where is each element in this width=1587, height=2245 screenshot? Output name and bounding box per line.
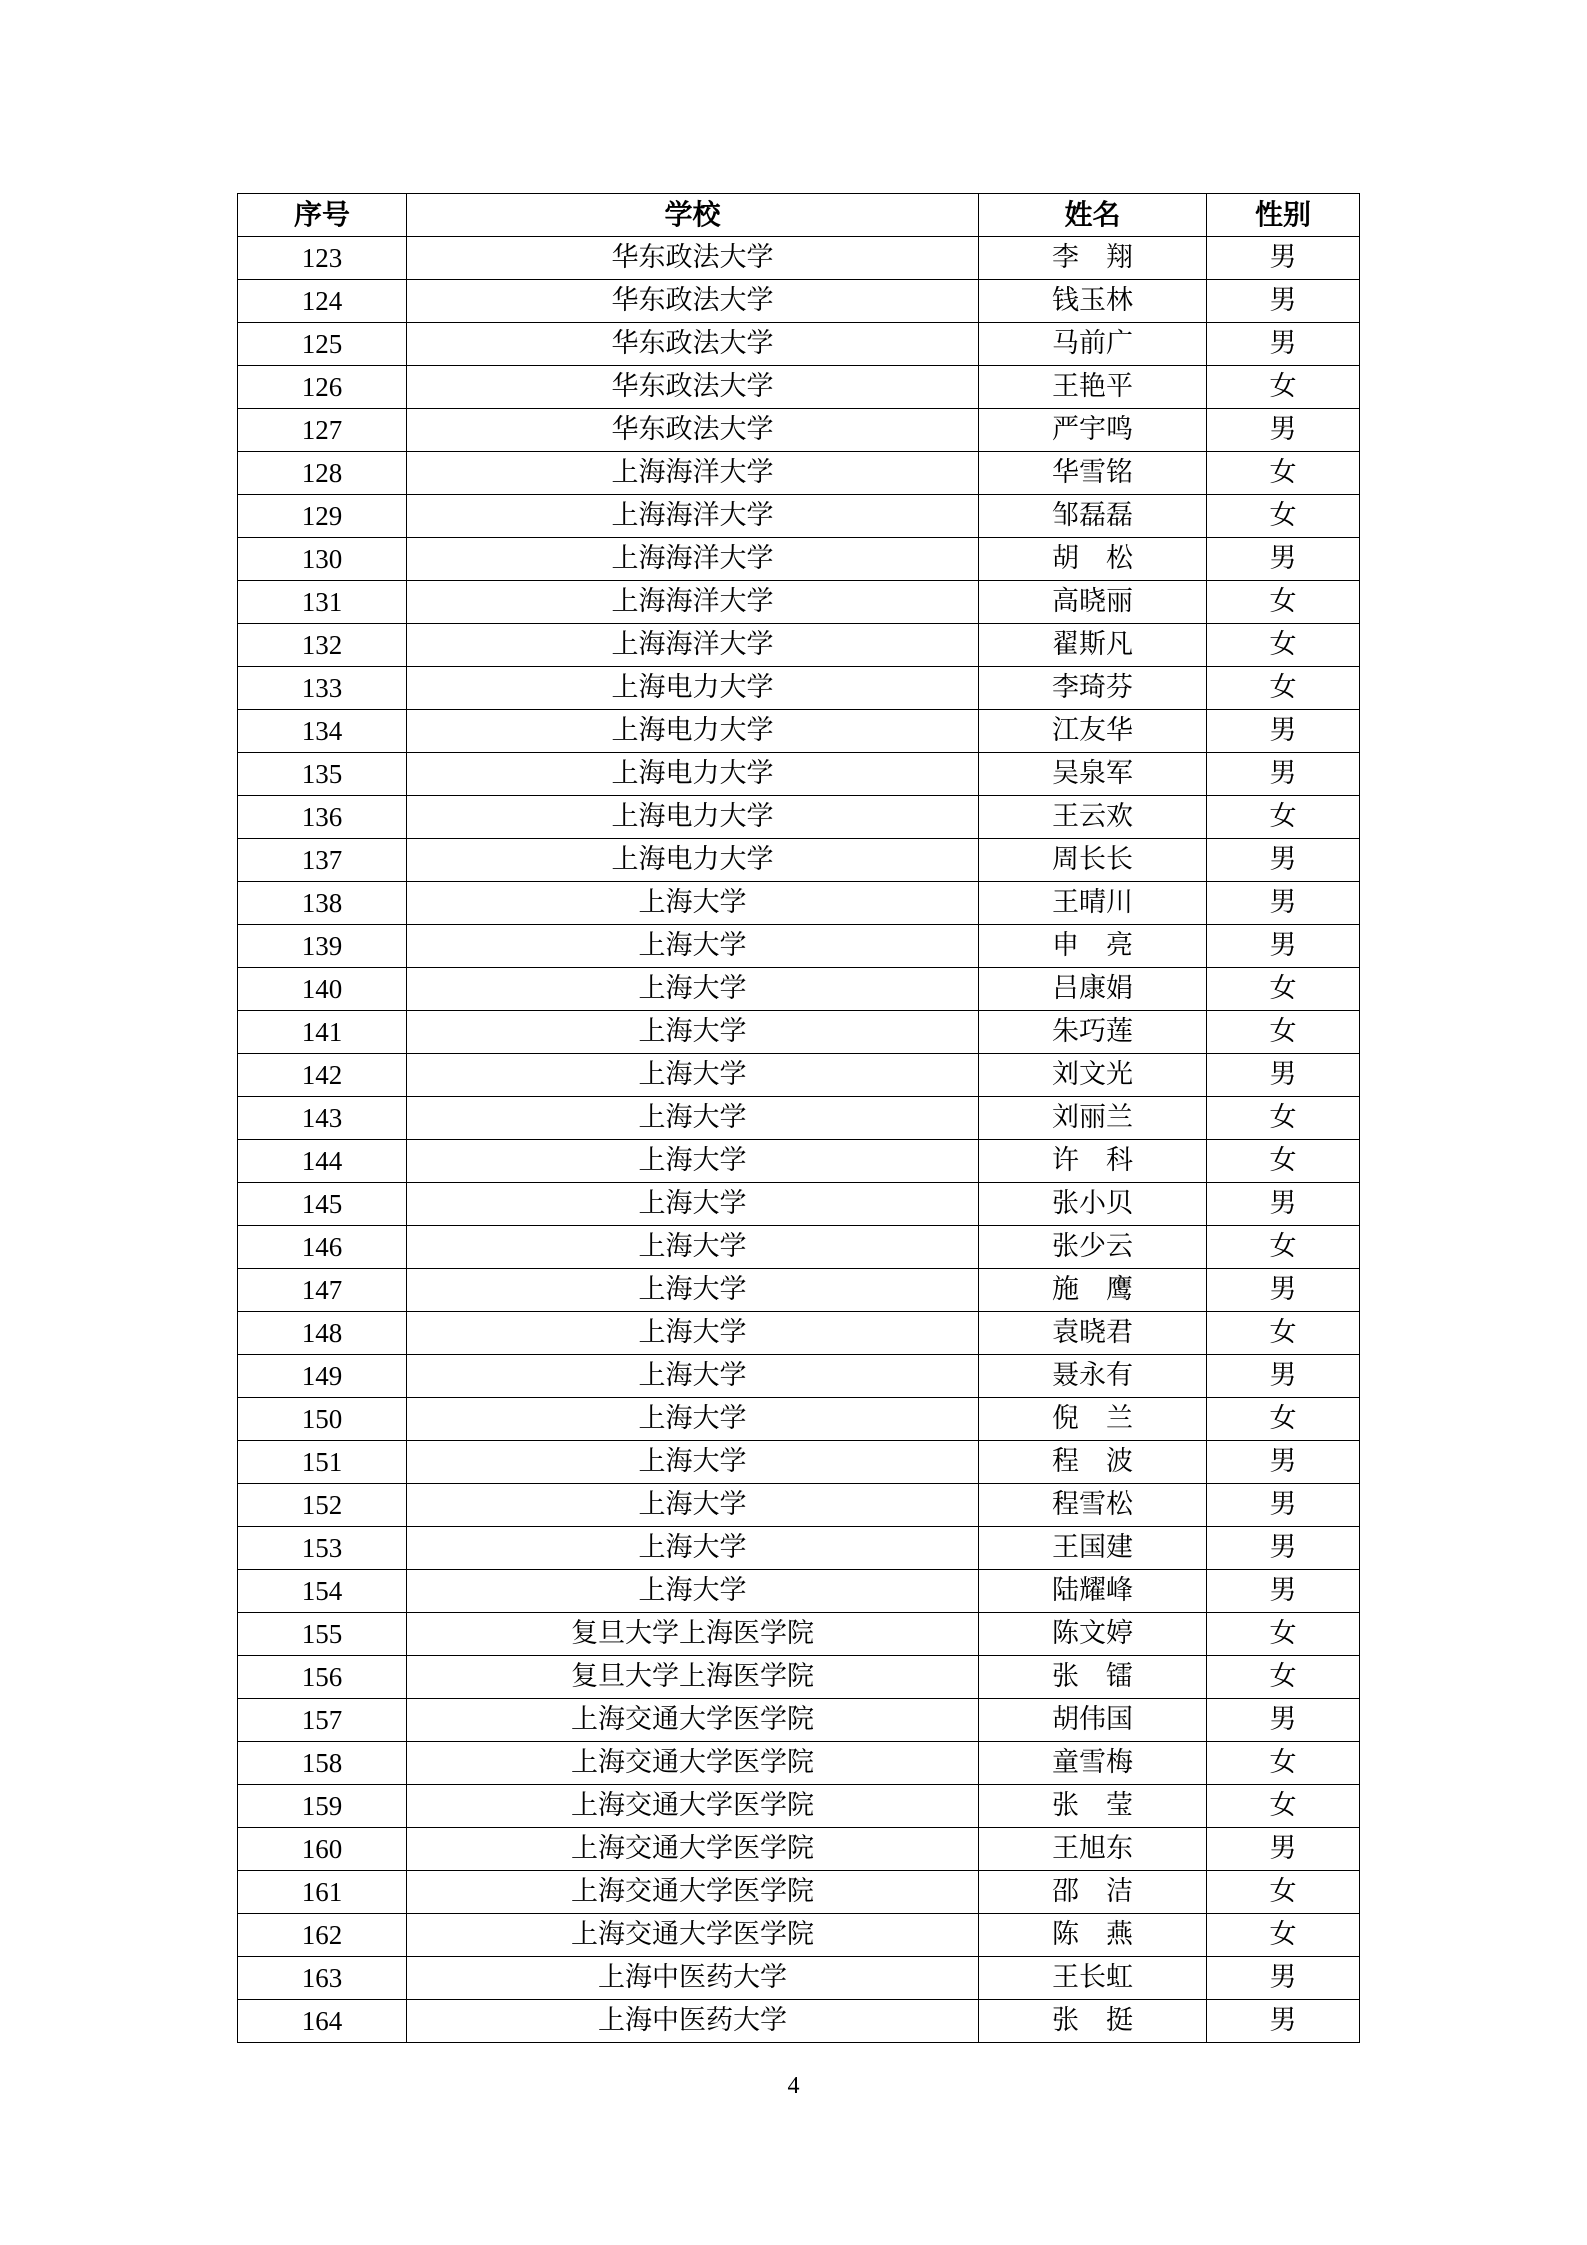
cell-school: 上海大学	[407, 882, 979, 925]
cell-seq: 152	[238, 1484, 407, 1527]
table-row	[238, 1570, 1360, 1613]
cell-gender: 女	[1207, 1914, 1360, 1957]
cell-seq: 125	[238, 323, 407, 366]
cell-seq: 138	[238, 882, 407, 925]
cell-gender: 男	[1207, 839, 1360, 882]
cell-name: 高晓丽	[979, 581, 1207, 624]
table-row	[238, 1097, 1360, 1140]
table-row	[238, 495, 1360, 538]
cell-seq: 140	[238, 968, 407, 1011]
cell-school: 上海电力大学	[407, 753, 979, 796]
cell-seq: 146	[238, 1226, 407, 1269]
cell-name: 江友华	[979, 710, 1207, 753]
cell-seq: 151	[238, 1441, 407, 1484]
cell-seq: 123	[238, 237, 407, 280]
cell-school: 上海大学	[407, 1269, 979, 1312]
cell-name: 陆耀峰	[979, 1570, 1207, 1613]
table-row	[238, 1011, 1360, 1054]
cell-seq: 163	[238, 1957, 407, 2000]
cell-seq: 136	[238, 796, 407, 839]
table-row	[238, 280, 1360, 323]
table-row	[238, 1527, 1360, 1570]
cell-name: 严宇鸣	[979, 409, 1207, 452]
table-row	[238, 1699, 1360, 1742]
table-row	[238, 1226, 1360, 1269]
cell-seq: 130	[238, 538, 407, 581]
cell-gender: 女	[1207, 495, 1360, 538]
cell-gender: 女	[1207, 968, 1360, 1011]
cell-school: 复旦大学上海医学院	[407, 1656, 979, 1699]
cell-name: 王艳平	[979, 366, 1207, 409]
cell-school: 华东政法大学	[407, 237, 979, 280]
cell-school: 上海大学	[407, 1097, 979, 1140]
cell-seq: 155	[238, 1613, 407, 1656]
cell-seq: 150	[238, 1398, 407, 1441]
table-row	[238, 1914, 1360, 1957]
cell-gender: 女	[1207, 452, 1360, 495]
table-row	[238, 1656, 1360, 1699]
cell-school: 上海交通大学医学院	[407, 1914, 979, 1957]
cell-name: 程 波	[979, 1441, 1207, 1484]
cell-name: 张 镭	[979, 1656, 1207, 1699]
cell-name: 程雪松	[979, 1484, 1207, 1527]
cell-name: 童雪梅	[979, 1742, 1207, 1785]
cell-school: 华东政法大学	[407, 323, 979, 366]
cell-seq: 124	[238, 280, 407, 323]
table-body	[238, 237, 1360, 2043]
table-row	[238, 366, 1360, 409]
cell-school: 华东政法大学	[407, 280, 979, 323]
cell-gender: 男	[1207, 1957, 1360, 2000]
cell-name: 聂永有	[979, 1355, 1207, 1398]
cell-name: 翟斯凡	[979, 624, 1207, 667]
cell-seq: 132	[238, 624, 407, 667]
cell-school: 上海大学	[407, 1226, 979, 1269]
cell-school: 上海大学	[407, 1183, 979, 1226]
cell-gender: 女	[1207, 366, 1360, 409]
table-row	[238, 538, 1360, 581]
cell-seq: 161	[238, 1871, 407, 1914]
cell-gender: 男	[1207, 1484, 1360, 1527]
table-row	[238, 1484, 1360, 1527]
cell-seq: 134	[238, 710, 407, 753]
cell-gender: 男	[1207, 1054, 1360, 1097]
cell-school: 上海电力大学	[407, 839, 979, 882]
cell-seq: 154	[238, 1570, 407, 1613]
cell-gender: 女	[1207, 1398, 1360, 1441]
cell-gender: 女	[1207, 1312, 1360, 1355]
header-school: 学校	[407, 194, 979, 237]
cell-gender: 女	[1207, 1226, 1360, 1269]
cell-seq: 141	[238, 1011, 407, 1054]
cell-name: 张 挺	[979, 2000, 1207, 2043]
cell-gender: 女	[1207, 624, 1360, 667]
table-row	[238, 237, 1360, 280]
cell-seq: 162	[238, 1914, 407, 1957]
cell-gender: 女	[1207, 1140, 1360, 1183]
cell-school: 上海中医药大学	[407, 1957, 979, 2000]
cell-gender: 女	[1207, 1097, 1360, 1140]
cell-seq: 137	[238, 839, 407, 882]
cell-name: 许 科	[979, 1140, 1207, 1183]
cell-school: 上海大学	[407, 968, 979, 1011]
table-row	[238, 925, 1360, 968]
cell-seq: 164	[238, 2000, 407, 2043]
cell-seq: 142	[238, 1054, 407, 1097]
cell-gender: 女	[1207, 1871, 1360, 1914]
cell-name: 倪 兰	[979, 1398, 1207, 1441]
cell-name: 陈文婷	[979, 1613, 1207, 1656]
cell-school: 上海大学	[407, 925, 979, 968]
cell-gender: 男	[1207, 409, 1360, 452]
table-row	[238, 1441, 1360, 1484]
cell-school: 上海交通大学医学院	[407, 1785, 979, 1828]
cell-seq: 128	[238, 452, 407, 495]
cell-seq: 160	[238, 1828, 407, 1871]
cell-name: 施 鹰	[979, 1269, 1207, 1312]
table-row	[238, 1398, 1360, 1441]
cell-gender: 男	[1207, 753, 1360, 796]
table-header-row	[238, 194, 1360, 237]
cell-name: 吴泉军	[979, 753, 1207, 796]
cell-gender: 男	[1207, 882, 1360, 925]
cell-gender: 女	[1207, 796, 1360, 839]
cell-seq: 126	[238, 366, 407, 409]
cell-gender: 女	[1207, 1011, 1360, 1054]
cell-school: 上海电力大学	[407, 710, 979, 753]
cell-school: 上海大学	[407, 1441, 979, 1484]
cell-gender: 男	[1207, 538, 1360, 581]
cell-name: 张 莹	[979, 1785, 1207, 1828]
cell-gender: 男	[1207, 1183, 1360, 1226]
cell-name: 刘丽兰	[979, 1097, 1207, 1140]
cell-school: 上海大学	[407, 1398, 979, 1441]
cell-name: 李琦芬	[979, 667, 1207, 710]
cell-seq: 148	[238, 1312, 407, 1355]
table-row	[238, 1828, 1360, 1871]
cell-name: 张小贝	[979, 1183, 1207, 1226]
cell-gender: 男	[1207, 710, 1360, 753]
table-row	[238, 1785, 1360, 1828]
cell-name: 陈 燕	[979, 1914, 1207, 1957]
cell-name: 刘文光	[979, 1054, 1207, 1097]
table-row	[238, 409, 1360, 452]
cell-name: 王云欢	[979, 796, 1207, 839]
table-row	[238, 581, 1360, 624]
cell-seq: 127	[238, 409, 407, 452]
cell-school: 上海交通大学医学院	[407, 1699, 979, 1742]
cell-gender: 男	[1207, 1527, 1360, 1570]
cell-school: 上海海洋大学	[407, 538, 979, 581]
table-row	[238, 839, 1360, 882]
cell-seq: 149	[238, 1355, 407, 1398]
cell-gender: 男	[1207, 1699, 1360, 1742]
header-gender: 性别	[1207, 194, 1360, 237]
table-row	[238, 2000, 1360, 2043]
cell-school: 上海交通大学医学院	[407, 1828, 979, 1871]
cell-school: 上海交通大学医学院	[407, 1742, 979, 1785]
cell-school: 上海大学	[407, 1140, 979, 1183]
table-row	[238, 667, 1360, 710]
cell-name: 申 亮	[979, 925, 1207, 968]
cell-gender: 女	[1207, 1656, 1360, 1699]
table-row	[238, 1312, 1360, 1355]
page-number: 4	[787, 2073, 800, 2099]
header-seq: 序号	[238, 194, 407, 237]
cell-gender: 男	[1207, 237, 1360, 280]
cell-school: 上海大学	[407, 1312, 979, 1355]
cell-seq: 135	[238, 753, 407, 796]
cell-seq: 143	[238, 1097, 407, 1140]
cell-school: 上海电力大学	[407, 667, 979, 710]
table-row	[238, 1355, 1360, 1398]
table-row	[238, 968, 1360, 1011]
cell-gender: 男	[1207, 2000, 1360, 2043]
cell-name: 王国建	[979, 1527, 1207, 1570]
table-row	[238, 452, 1360, 495]
table-row	[238, 1183, 1360, 1226]
cell-gender: 女	[1207, 1742, 1360, 1785]
table-row	[238, 1140, 1360, 1183]
cell-name: 张少云	[979, 1226, 1207, 1269]
cell-name: 胡 松	[979, 538, 1207, 581]
cell-name: 邹磊磊	[979, 495, 1207, 538]
cell-name: 华雪铭	[979, 452, 1207, 495]
cell-seq: 159	[238, 1785, 407, 1828]
cell-name: 朱巧莲	[979, 1011, 1207, 1054]
cell-school: 上海电力大学	[407, 796, 979, 839]
cell-name: 钱玉林	[979, 280, 1207, 323]
cell-seq: 129	[238, 495, 407, 538]
table-row	[238, 753, 1360, 796]
cell-gender: 男	[1207, 323, 1360, 366]
cell-school: 上海大学	[407, 1484, 979, 1527]
cell-name: 王长虹	[979, 1957, 1207, 2000]
cell-gender: 女	[1207, 667, 1360, 710]
cell-gender: 男	[1207, 1570, 1360, 1613]
table-row	[238, 796, 1360, 839]
cell-school: 上海大学	[407, 1527, 979, 1570]
table-row	[238, 1742, 1360, 1785]
table-row	[238, 323, 1360, 366]
cell-name: 李 翔	[979, 237, 1207, 280]
cell-name: 袁晓君	[979, 1312, 1207, 1355]
header-name: 姓名	[979, 194, 1207, 237]
cell-school: 上海大学	[407, 1570, 979, 1613]
cell-name: 邵 洁	[979, 1871, 1207, 1914]
cell-school: 上海中医药大学	[407, 2000, 979, 2043]
cell-gender: 男	[1207, 1441, 1360, 1484]
cell-school: 上海海洋大学	[407, 495, 979, 538]
cell-name: 马前广	[979, 323, 1207, 366]
cell-gender: 男	[1207, 1355, 1360, 1398]
cell-gender: 男	[1207, 280, 1360, 323]
cell-seq: 157	[238, 1699, 407, 1742]
cell-gender: 男	[1207, 925, 1360, 968]
cell-name: 周长长	[979, 839, 1207, 882]
table-row	[238, 710, 1360, 753]
cell-school: 上海交通大学医学院	[407, 1871, 979, 1914]
table-row	[238, 1871, 1360, 1914]
cell-seq: 133	[238, 667, 407, 710]
cell-seq: 144	[238, 1140, 407, 1183]
table-row	[238, 1269, 1360, 1312]
cell-gender: 女	[1207, 581, 1360, 624]
table-row	[238, 1613, 1360, 1656]
roster-table	[237, 193, 1360, 2043]
cell-seq: 145	[238, 1183, 407, 1226]
cell-gender: 男	[1207, 1269, 1360, 1312]
cell-seq: 139	[238, 925, 407, 968]
cell-school: 上海大学	[407, 1011, 979, 1054]
table-row	[238, 1054, 1360, 1097]
cell-gender: 男	[1207, 1828, 1360, 1871]
cell-seq: 131	[238, 581, 407, 624]
cell-name: 胡伟国	[979, 1699, 1207, 1742]
cell-seq: 153	[238, 1527, 407, 1570]
cell-school: 上海大学	[407, 1054, 979, 1097]
cell-school: 上海海洋大学	[407, 452, 979, 495]
table-row	[238, 882, 1360, 925]
cell-school: 上海大学	[407, 1355, 979, 1398]
table-row	[238, 624, 1360, 667]
cell-school: 上海海洋大学	[407, 581, 979, 624]
cell-school: 华东政法大学	[407, 366, 979, 409]
cell-name: 吕康娟	[979, 968, 1207, 1011]
cell-gender: 女	[1207, 1613, 1360, 1656]
cell-seq: 156	[238, 1656, 407, 1699]
cell-name: 王晴川	[979, 882, 1207, 925]
cell-school: 华东政法大学	[407, 409, 979, 452]
table-row	[238, 1957, 1360, 2000]
cell-seq: 158	[238, 1742, 407, 1785]
cell-gender: 女	[1207, 1785, 1360, 1828]
cell-school: 复旦大学上海医学院	[407, 1613, 979, 1656]
cell-school: 上海海洋大学	[407, 624, 979, 667]
cell-seq: 147	[238, 1269, 407, 1312]
cell-name: 王旭东	[979, 1828, 1207, 1871]
